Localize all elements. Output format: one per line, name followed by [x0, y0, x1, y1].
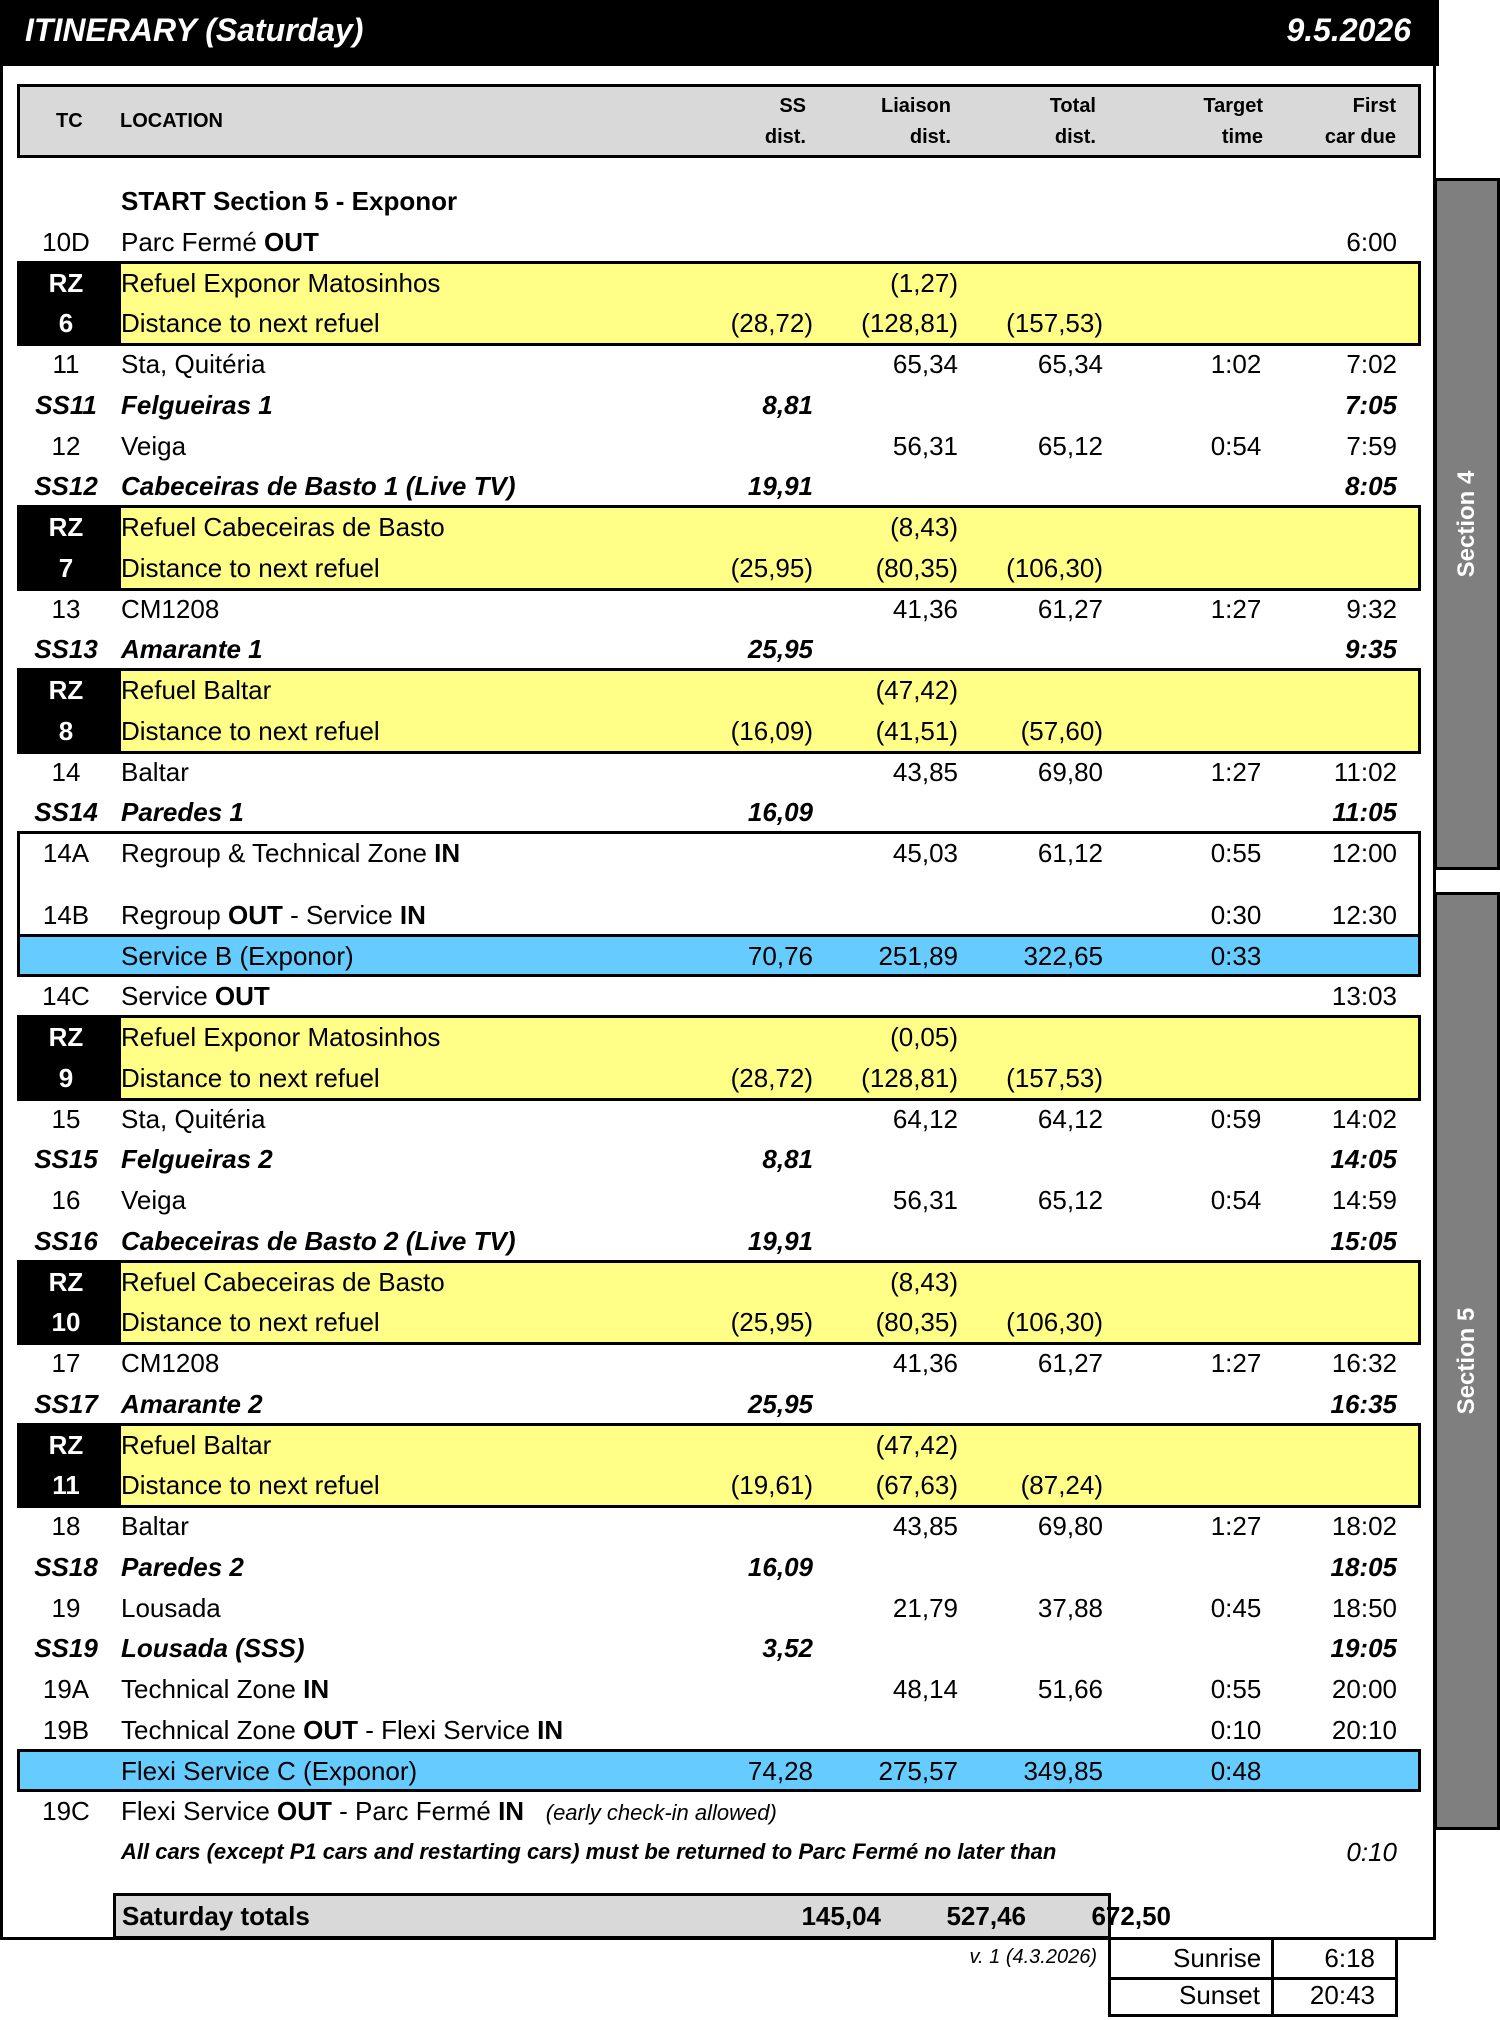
cell-location: Distance to next refuel: [121, 715, 380, 746]
cell-liaison-dist: (8,43): [890, 1266, 958, 1297]
cell-liaison-dist: (47,42): [875, 1429, 958, 1460]
cell-ss-dist: (16,09): [730, 715, 813, 746]
cell-first-car-due: 16:35: [1330, 1388, 1397, 1419]
itinerary-row: [3, 833, 1439, 873]
cell-total-dist: (87,24): [1020, 1470, 1103, 1501]
cell-tc: RZ: [48, 267, 84, 298]
cell-total-dist: 37,88: [1037, 1592, 1103, 1623]
cell-tc: 10D: [42, 226, 90, 257]
cell-location: Veiga: [121, 1185, 187, 1215]
cell-first-car-due: 20:00: [1331, 1674, 1397, 1704]
cell-target-time: 1:27: [1210, 1348, 1262, 1378]
cell-location: Regroup & Technical Zone IN: [121, 838, 461, 868]
cell-first-car-due: 18:05: [1330, 1551, 1397, 1582]
itinerary-row: [3, 181, 1439, 221]
cell-first-car-due: 16:32: [1331, 1348, 1397, 1378]
cell-ss-dist: 25,95: [747, 634, 813, 665]
itinerary-row: [3, 895, 1439, 935]
cell-liaison-dist: (80,35): [875, 1307, 958, 1338]
cell-tc: 16: [51, 1185, 81, 1215]
cell-target-time: 0:59: [1210, 1103, 1262, 1134]
itinerary-row: [3, 303, 1439, 343]
itinerary-row: [3, 507, 1439, 547]
cell-tc: 6: [58, 308, 74, 339]
cell-total-dist: 61,27: [1037, 593, 1103, 624]
title-bar: [3, 0, 1439, 66]
cell-first-car-due: 14:59: [1331, 1185, 1397, 1215]
header-tc: TC: [56, 110, 83, 132]
cell-location: Baltar: [121, 1511, 189, 1541]
cell-ss-dist: (19,61): [730, 1470, 813, 1501]
totals-ss: 145,04: [801, 1901, 881, 1931]
cell-tc: 7: [58, 552, 74, 583]
cell-location: Lousada (SSS): [121, 1633, 305, 1664]
itinerary-row: [3, 1099, 1439, 1139]
itinerary-row: [3, 1384, 1439, 1424]
cell-location: Flexi Service C (Exponor): [121, 1755, 418, 1786]
cell-ss-dist: 3,52: [762, 1633, 813, 1664]
cell-tc: 14B: [42, 899, 90, 930]
cell-tc: RZ: [48, 675, 84, 705]
cell-location: Cabeceiras de Basto 1 (Live TV): [121, 471, 516, 502]
cell-total-dist: 349,85: [1023, 1755, 1103, 1786]
itinerary-row: [3, 1791, 1439, 1831]
cell-total-dist: (57,60): [1020, 715, 1103, 746]
cell-liaison-dist: (67,63): [875, 1470, 958, 1501]
cell-ss-dist: 16,09: [747, 1551, 813, 1582]
cell-tc: RZ: [48, 1429, 84, 1460]
itinerary-row: [3, 1221, 1439, 1261]
header-target-2: time: [1221, 126, 1263, 148]
itinerary-row: [3, 222, 1439, 262]
itinerary-row: [3, 589, 1439, 629]
sunrise-row: [1111, 1940, 1395, 1977]
cell-location: Refuel Exponor Matosinhos: [121, 267, 441, 298]
cell-total-dist: 51,66: [1037, 1674, 1103, 1704]
cell-location: CM1208: [121, 1348, 220, 1378]
cell-tc: 19B: [42, 1714, 90, 1745]
cell-tc: 13: [51, 593, 81, 624]
cell-total-dist: 64,12: [1037, 1103, 1103, 1134]
sunset-row: [1111, 1977, 1395, 2014]
itinerary-row: [3, 629, 1439, 669]
itinerary-row: [3, 1832, 1439, 1872]
cell-location: Technical Zone IN: [121, 1674, 330, 1704]
cell-first-car-due: 14:05: [1330, 1144, 1397, 1175]
cell-liaison-dist: (128,81): [861, 308, 958, 339]
cell-ss-dist: 19,91: [747, 1225, 813, 1256]
cell-total-dist: (106,30): [1006, 1307, 1103, 1338]
cell-liaison-dist: 43,85: [892, 1511, 958, 1541]
cell-ss-dist: 19,91: [747, 471, 813, 502]
cell-liaison-dist: (128,81): [861, 1062, 958, 1093]
cell-liaison-dist: 48,14: [892, 1674, 958, 1704]
itinerary-row: [3, 344, 1439, 384]
cell-first-car-due: 11:05: [1332, 797, 1397, 828]
cell-first-car-due: 12:00: [1331, 838, 1397, 868]
cell-target-time: 0:55: [1210, 838, 1262, 868]
section-4-label: Section 4: [1453, 470, 1480, 578]
itinerary-date: 9.5.2026: [1286, 12, 1411, 48]
cell-location: START Section 5 - Exponor: [121, 186, 458, 216]
cell-location: Paredes 1: [121, 797, 244, 828]
totals-row: [113, 1893, 1171, 1939]
itinerary-title: ITINERARY (Saturday): [25, 12, 364, 48]
cell-liaison-dist: 64,12: [892, 1103, 958, 1134]
itinerary-row: [3, 936, 1439, 976]
header-total-1: Total: [1049, 95, 1096, 117]
cell-liaison-dist: 45,03: [892, 838, 958, 868]
cell-liaison-dist: 21,79: [892, 1592, 958, 1623]
cell-location: Distance to next refuel: [121, 308, 380, 339]
itinerary-row: [3, 385, 1439, 425]
cell-liaison-dist: 41,36: [892, 1348, 958, 1378]
cell-total-dist: 322,65: [1023, 940, 1103, 971]
cell-tc: 19C: [42, 1796, 90, 1827]
cell-ss-dist: 16,09: [747, 797, 813, 828]
sunrise-value: 6:18: [1324, 1943, 1375, 1973]
cell-liaison-dist: 41,36: [892, 593, 958, 624]
cell-location: Technical Zone OUT - Flexi Service IN: [121, 1714, 564, 1745]
version-label: v. 1 (4.3.2026): [969, 1946, 1097, 1968]
cell-location: Flexi Service OUT - Parc Fermé IN (early check-in allowed): [121, 1796, 777, 1827]
header-target-1: Target: [1203, 95, 1263, 117]
cell-ss-dist: 8,81: [762, 1144, 813, 1175]
cell-tc: SS15: [34, 1144, 98, 1175]
cell-tc: 14C: [42, 981, 90, 1012]
cell-tc: RZ: [48, 512, 84, 542]
cell-location: Distance to next refuel: [121, 1470, 380, 1501]
cell-total-dist: 65,34: [1037, 349, 1103, 379]
itinerary-row: [3, 1139, 1439, 1179]
header-location: LOCATION: [120, 110, 223, 132]
cell-tc: SS14: [34, 797, 98, 828]
cell-tc: 14A: [42, 838, 90, 868]
cell-liaison-dist: (41,51): [875, 715, 958, 746]
cell-liaison-dist: 43,85: [892, 756, 958, 787]
sun-times: [1108, 1937, 1398, 2017]
cell-ss-dist: 8,81: [762, 389, 813, 420]
cell-first-car-due: 9:35: [1344, 634, 1397, 665]
cell-ss-dist: 70,76: [747, 940, 813, 971]
itinerary-row: [3, 792, 1439, 832]
cell-ss-dist: 74,28: [747, 1755, 813, 1786]
cell-first-car-due: 7:02: [1346, 349, 1397, 379]
cell-location: Amarante 1: [121, 634, 263, 665]
cell-liaison-dist: (8,43): [890, 512, 958, 542]
cell-location: Distance to next refuel: [121, 552, 380, 583]
cell-location: Sta, Quitéria: [121, 1103, 266, 1134]
cell-tc: 11: [52, 1470, 80, 1501]
cell-first-car-due: 13:03: [1331, 981, 1397, 1012]
sunrise-label: Sunrise: [1173, 1943, 1262, 1973]
header-total-2: dist.: [1054, 126, 1096, 148]
cell-tc: 12: [51, 430, 81, 461]
cell-location: Distance to next refuel: [121, 1307, 380, 1338]
cell-target-time: 1:02: [1210, 349, 1262, 379]
itinerary-row: [3, 670, 1439, 710]
header-ss-1: SS: [779, 95, 806, 117]
cell-total-dist: (157,53): [1006, 308, 1103, 339]
itinerary-row: [3, 1343, 1439, 1383]
cell-tc: SS11: [35, 389, 97, 420]
itinerary-row: [3, 1628, 1439, 1668]
cell-tc: 14: [51, 756, 81, 787]
itinerary-row: [3, 1547, 1439, 1587]
cell-liaison-dist: (80,35): [875, 552, 958, 583]
itinerary-row: [3, 466, 1439, 506]
cell-target-time: 0:55: [1210, 1674, 1262, 1704]
itinerary-row: [3, 1017, 1439, 1057]
itinerary-row: [3, 263, 1439, 303]
cell-target-time: 0:30: [1210, 899, 1262, 930]
cell-target-time: 1:27: [1210, 756, 1262, 787]
cell-location: Refuel Baltar: [121, 675, 272, 705]
cell-location: Refuel Baltar: [121, 1429, 272, 1460]
cell-liaison-dist: (0,05): [890, 1022, 958, 1052]
totals-liaison: 527,46: [946, 1901, 1026, 1931]
cell-total-dist: 69,80: [1037, 1511, 1103, 1541]
cell-tc: 19A: [42, 1674, 90, 1704]
cell-tc: 17: [51, 1348, 81, 1378]
cell-liaison-dist: (1,27): [890, 267, 958, 298]
cell-ss-dist: (28,72): [730, 1062, 813, 1093]
cell-first-car-due: 9:32: [1346, 593, 1397, 624]
itinerary-row: [3, 1506, 1439, 1546]
header-first-1: First: [1352, 95, 1396, 117]
cell-tc: 10: [51, 1307, 81, 1338]
itinerary-row: [3, 1180, 1439, 1220]
sunset-value: 20:43: [1309, 1980, 1375, 2010]
cell-location: Cabeceiras de Basto 2 (Live TV): [121, 1225, 516, 1256]
cell-location: Distance to next refuel: [121, 1062, 380, 1093]
section-4-tab: [1434, 178, 1500, 870]
header-liaison-1: Liaison: [880, 95, 951, 117]
cell-first-car-due: 11:02: [1333, 756, 1397, 787]
sunset-label: Sunset: [1179, 1980, 1260, 2010]
cell-ss-dist: (25,95): [730, 552, 813, 583]
itinerary-row: [3, 1425, 1439, 1465]
header-first-2: car due: [1324, 126, 1396, 148]
cell-tc: SS16: [34, 1225, 98, 1256]
cell-liaison-dist: 56,31: [892, 430, 958, 461]
cell-total-dist: 65,12: [1037, 1185, 1103, 1215]
cell-target-time: 0:33: [1210, 940, 1262, 971]
cell-tc: 11: [52, 349, 80, 379]
cell-location: CM1208: [121, 593, 220, 624]
cell-total-dist: 69,80: [1037, 756, 1103, 787]
cell-target-time: 0:45: [1210, 1592, 1262, 1623]
cell-location: Veiga: [121, 430, 187, 461]
cell-location: Service OUT: [121, 981, 270, 1012]
cell-tc: SS19: [34, 1633, 98, 1664]
cell-location: Refuel Cabeceiras de Basto: [121, 512, 445, 542]
cell-location: Felgueiras 2: [121, 1144, 273, 1175]
cell-target-time: 1:27: [1210, 1511, 1262, 1541]
cell-first-car-due: 6:00: [1346, 226, 1397, 257]
cell-target-time: 0:10: [1210, 1714, 1262, 1745]
itinerary-row: [3, 548, 1439, 588]
cell-first-car-due: 14:02: [1331, 1103, 1397, 1134]
cell-first-car-due: 8:05: [1344, 471, 1397, 502]
cell-tc: SS17: [34, 1388, 98, 1419]
cell-tc: RZ: [48, 1266, 84, 1297]
cell-total-dist: (157,53): [1006, 1062, 1103, 1093]
section-5-tab: [1434, 892, 1500, 1830]
cell-tc: 15: [51, 1103, 81, 1134]
cell-target-time: 0:54: [1210, 430, 1262, 461]
cell-tc: SS12: [34, 471, 98, 502]
cell-location: Paredes 2: [121, 1551, 244, 1582]
cell-tc: 18: [51, 1511, 81, 1541]
cell-liaison-dist: 65,34: [892, 349, 958, 379]
itinerary-row: [3, 426, 1439, 466]
cell-location: Refuel Cabeceiras de Basto: [121, 1266, 445, 1297]
itinerary-row: [3, 711, 1439, 751]
itinerary-row: [3, 976, 1439, 1016]
cell-first-car-due: 18:50: [1331, 1592, 1397, 1623]
itinerary-row: [3, 1465, 1439, 1505]
cell-tc: 19: [51, 1592, 81, 1623]
cell-first-car-due: 7:05: [1344, 389, 1397, 420]
itinerary-row: [3, 1588, 1439, 1628]
cell-location: Lousada: [121, 1592, 221, 1623]
totals-total: 672,50: [1091, 1901, 1171, 1931]
cell-tc: SS18: [34, 1551, 98, 1582]
cell-ss-dist: 25,95: [747, 1388, 813, 1419]
cell-tc: 9: [58, 1062, 74, 1093]
cell-location: Service B (Exponor): [121, 940, 354, 971]
itinerary-row: [3, 1669, 1439, 1709]
itinerary-row: [3, 1262, 1439, 1302]
cell-tc: 8: [58, 715, 74, 746]
header-ss-2: dist.: [764, 126, 806, 148]
cell-target-time: 1:27: [1210, 593, 1262, 624]
cell-tc: RZ: [48, 1022, 84, 1052]
cell-first-car-due: 20:10: [1331, 1714, 1397, 1745]
cell-location: Baltar: [121, 756, 189, 787]
cell-location: Refuel Exponor Matosinhos: [121, 1022, 441, 1052]
cell-total-dist: (106,30): [1006, 552, 1103, 583]
cell-location: Regroup OUT - Service IN: [121, 899, 426, 930]
itinerary-row: [3, 752, 1439, 792]
cell-liaison-dist: (47,42): [875, 675, 958, 705]
column-header: [17, 84, 1421, 158]
section-5-label: Section 5: [1453, 1307, 1480, 1415]
cell-first-car-due: 7:59: [1346, 430, 1397, 461]
cell-location: Sta, Quitéria: [121, 349, 266, 379]
cell-location: Felgueiras 1: [121, 389, 273, 420]
totals-label: Saturday totals: [122, 1901, 310, 1931]
cell-location: Amarante 2: [121, 1388, 263, 1419]
cell-first-car-due: 18:02: [1331, 1511, 1397, 1541]
cell-liaison-dist: 275,57: [878, 1755, 958, 1786]
cell-location: Parc Fermé OUT: [121, 226, 319, 257]
cell-target-time: 0:48: [1210, 1755, 1262, 1786]
cell-tc: SS13: [34, 634, 98, 665]
cell-total-dist: 65,12: [1037, 430, 1103, 461]
cell-total-dist: 61,27: [1037, 1348, 1103, 1378]
itinerary-row: [3, 1302, 1439, 1342]
cell-liaison-dist: 251,89: [878, 940, 958, 971]
cell-ss-dist: (25,95): [730, 1307, 813, 1338]
cell-first-car-due: 0:10: [1346, 1837, 1397, 1867]
cell-first-car-due: 15:05: [1330, 1225, 1397, 1256]
header-liaison-2: dist.: [909, 126, 951, 148]
cell-liaison-dist: 56,31: [892, 1185, 958, 1215]
cell-first-car-due: 19:05: [1330, 1633, 1397, 1664]
itinerary-row: [3, 1058, 1439, 1098]
cell-first-car-due: 12:30: [1331, 899, 1397, 930]
itinerary-row: [3, 1710, 1439, 1750]
cell-location: All cars (except P1 cars and restarting cars) must be returned to Parc Fermé no later than: [121, 1839, 1057, 1864]
cell-target-time: 0:54: [1210, 1185, 1262, 1215]
cell-ss-dist: (28,72): [730, 308, 813, 339]
itinerary-row: [3, 1751, 1439, 1791]
cell-total-dist: 61,12: [1037, 838, 1103, 868]
